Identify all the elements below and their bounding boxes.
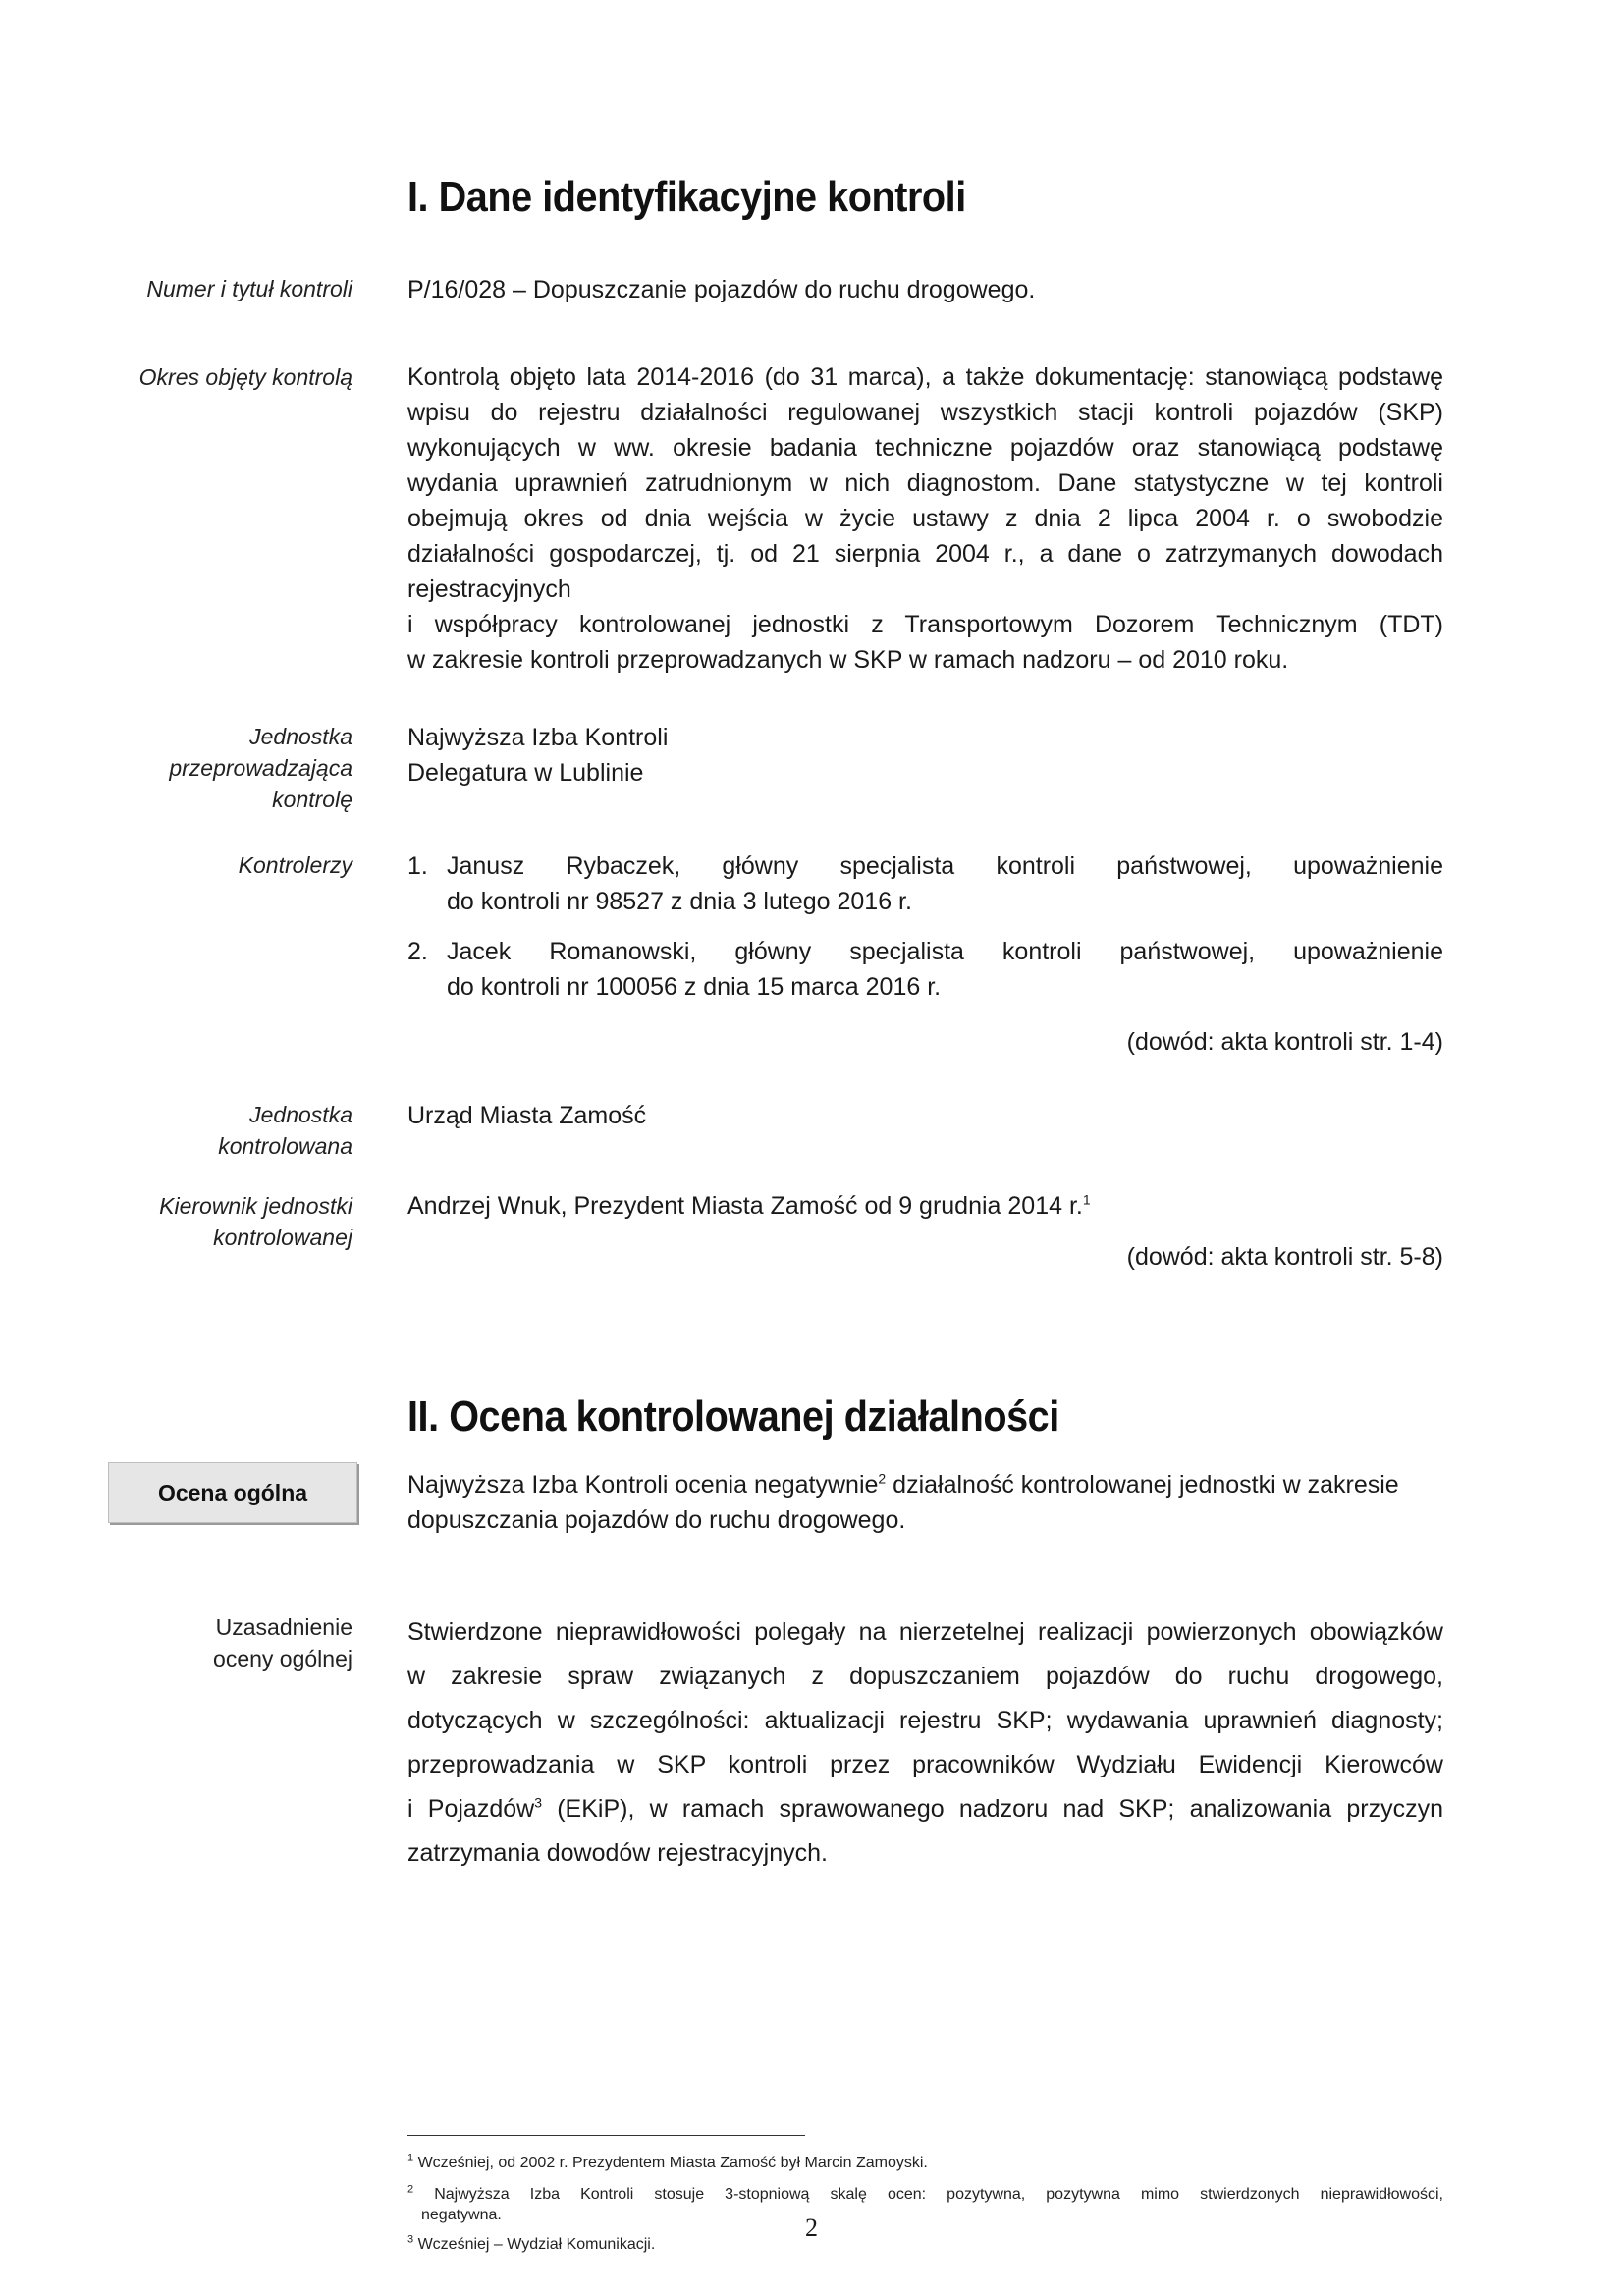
label-jednostka-przeprowadzajaca [97,721,352,815]
jednostka-line: Najwyższa Izba Kontroli [407,724,669,751]
label-line: Jednostka [249,724,352,749]
kontroler-item-1 [407,848,1443,919]
uzasadnienie-line: Stwierdzone nieprawidłowości polegały na nierzetelnej realizacji powierzonych obowiązków [407,1618,1443,1646]
label-kierownik [97,1190,352,1253]
footnote-separator [407,2135,805,2136]
section-2-heading: II. Ocena kontrolowanej działalności [407,1393,1059,1441]
footnote-line [407,2184,1443,2205]
label-line: kontrolowana [218,1133,352,1159]
label-line: kontrolę [272,787,352,812]
footnote-mark: 1 [407,2152,414,2164]
label-jednostka-kontrolowana [97,1099,352,1162]
okres-line: w zakresie kontroli przeprowadzanych w SKP w ramach nadzoru – od 2010 roku. [407,646,1289,674]
kontroler-line: do kontroli nr 100056 z dnia 15 marca 2016 r. [447,973,942,1001]
label-line: Jednostka [249,1102,352,1127]
footnote-text: Wcześniej, od 2002 r. Prezydentem Miasta Zamość był Marcin Zamoyski. [417,2155,928,2171]
okres-line: obejmują okres od dnia wejścia w życie ustawy z dnia 2 lipca 2004 r. o swobodzie [407,505,1443,532]
label-line: przeprowadzająca [169,755,352,781]
ocena-line [407,1467,1443,1503]
okres-line: wykonujących w ww. okresie badania techniczne pojazdów oraz stanowiącą podstawę [407,434,1443,462]
label-line: Uzasadnienie [215,1614,352,1640]
uzasadnienie-text [407,1611,1443,1876]
label-kontrolerzy: Kontrolerzy [238,852,352,878]
ocena-part: działalność kontrolowanej jednostki w zakresie [886,1471,1399,1499]
okres-line: wydania uprawnień zatrudnionym w nich diagnostom. Dane statystyczne w tej kontroli [407,469,1443,497]
kierownik-value [407,1188,1443,1224]
okres-line: i współpracy kontrolowanej jednostki z Transportowym Dozorem Technicznym (TDT) [407,611,1443,638]
section-1-heading: I. Dane identyfikacyjne kontroli [407,173,966,221]
uzasadnienie-part: (EKiP), w ramach sprawowanego nadzoru nad SKP; analizowania przyczyn [541,1795,1443,1823]
footnote-mark: 3 [407,2233,414,2246]
label-line: kontrolowanej [213,1225,352,1250]
jednostka-przeprowadzajaca-value [407,720,1443,791]
evidence-note-1: (dowód: akta kontroli str. 1-4) [1126,1028,1443,1056]
okres-line: wpisu do rejestru działalności regulowanej wszystkich stacji kontroli pojazdów (SKP) [407,399,1443,426]
list-number: 1. [407,852,428,880]
uzasadnienie-line [407,1787,1443,1831]
ocena-line: dopuszczania pojazdów do ruchu drogowego. [407,1506,906,1534]
uzasadnienie-line: przeprowadzania w SKP kontroli przez pracowników Wydziału Ewidencji Kierowców [407,1751,1443,1778]
label-okres: Okres objęty kontrolą [138,364,352,390]
uzasadnienie-line: zatrzymania dowodów rejestracyjnych. [407,1839,828,1867]
kontroler-line: Jacek Romanowski, główny specjalista kontroli państwowej, upoważnienie [447,938,1443,965]
footnote-1 [407,2153,1443,2173]
okres-line: działalności gospodarczej, tj. od 21 sierpnia 2004 r., a dane o zatrzymanych dowodach [407,540,1443,568]
okres-line: rejestracyjnych [407,575,571,603]
okres-line: Kontrolą objęto lata 2014-2016 (do 31 marca), a także dokumentację: stanowiącą podstawę [407,363,1443,391]
kontroler-line: Janusz Rybaczek, główny specjalista kontroli państwowej, upoważnienie [447,852,1443,880]
kontroler-item-2 [407,934,1443,1005]
footnote-ref-2: 2 [878,1470,887,1487]
uzasadnienie-line: w zakresie spraw związanych z dopuszczaniem pojazdów do ruchu drogowego, [407,1663,1443,1690]
label-line: oceny ogólnej [213,1646,352,1671]
uzasadnienie-part: i Pojazdów [407,1795,535,1823]
ocena-ogolna-label: Ocena ogólna [157,1479,308,1505]
label-numer-tytul: Numer i tytuł kontroli [146,276,352,301]
jednostka-line: Delegatura w Lublinie [407,759,644,787]
jednostka-kontrolowana-value: Urząd Miasta Zamość [407,1102,647,1129]
kontroler-line: do kontroli nr 98527 z dnia 3 lutego 2016 r. [447,888,912,915]
footnote-continuation: negatywna. [421,2207,502,2223]
label-line: Kierownik jednostki [159,1193,352,1219]
kierownik-text: Andrzej Wnuk, Prezydent Miasta Zamość od 9 grudnia 2014 r. [407,1192,1083,1220]
footnote-text: Najwyższa Izba Kontroli stosuje 3-stopniową skalę ocen: pozytywna, pozytywna mimo stwierdzonych nieprawidłowości, [434,2186,1443,2203]
page-number: 2 [805,2214,818,2242]
footnote-ref-1: 1 [1082,1191,1091,1208]
uzasadnienie-line: dotyczących w szczególności: aktualizacji rejestru SKP; wydawania uprawnień diagnosty; [407,1707,1443,1734]
ocena-part: Najwyższa Izba Kontroli ocenia negatywnie [407,1471,879,1499]
label-uzasadnienie [97,1612,352,1674]
numer-tytul-value: P/16/028 – Dopuszczanie pojazdów do ruchu drogowego. [407,276,1036,303]
footnote-mark: 2 [407,2183,414,2196]
ocena-ogolna-box [108,1462,357,1523]
ocena-text [407,1467,1443,1538]
evidence-note-2: (dowód: akta kontroli str. 5-8) [1126,1243,1443,1271]
footnote-ref-3: 3 [534,1794,542,1811]
list-number: 2. [407,938,428,965]
footnote-text: Wcześniej – Wydział Komunikacji. [417,2236,656,2253]
okres-text [407,359,1443,678]
